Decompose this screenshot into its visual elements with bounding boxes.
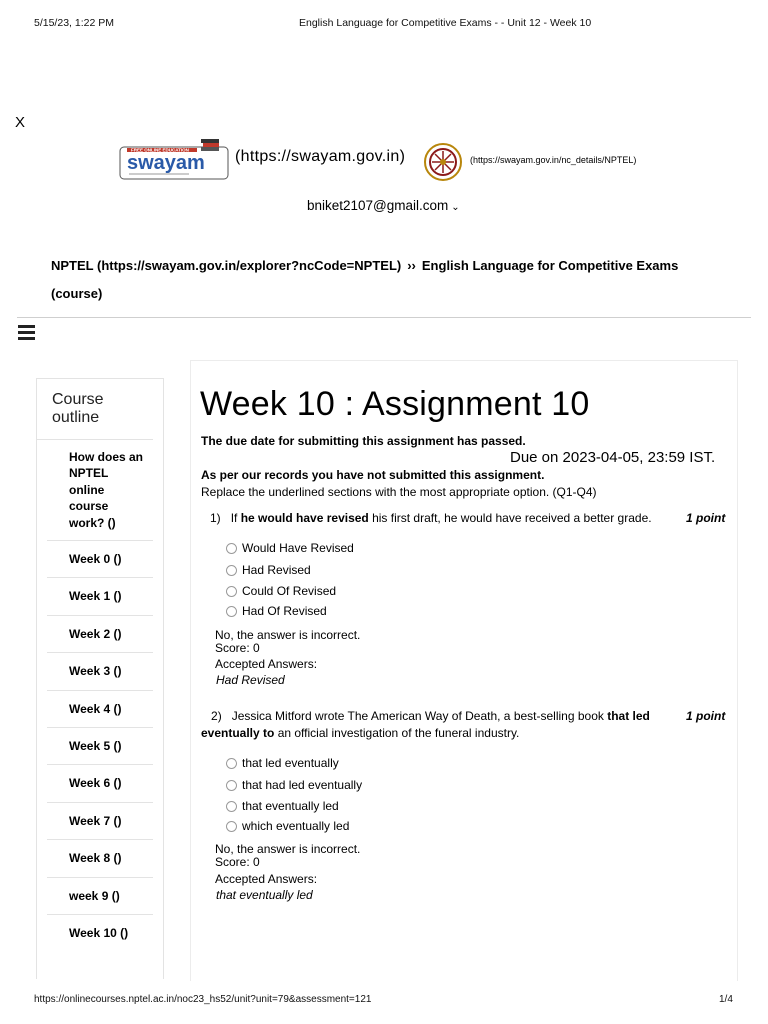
sidebar-item-week-10[interactable]: Week 10 () [69, 926, 129, 941]
swayam-logo[interactable] [119, 138, 231, 182]
sidebar-item-week-2[interactable]: Week 2 () [47, 616, 153, 653]
radio-icon[interactable] [226, 586, 237, 597]
sidebar-item-week-1[interactable]: Week 1 () [47, 578, 153, 615]
sidebar-item-week-6[interactable]: Week 6 () [47, 765, 153, 802]
due-passed-notice: The due date for submitting this assignment has passed. [201, 434, 526, 448]
header-divider [17, 317, 751, 318]
question-1 [210, 510, 652, 527]
score: Score: 0 [215, 641, 260, 655]
radio-icon[interactable] [226, 801, 237, 812]
sidebar-item-week-4[interactable]: Week 4 () [47, 691, 153, 728]
radio-icon[interactable] [226, 821, 237, 832]
chevron-down-icon: ⌄ [451, 202, 460, 213]
option-label: Had Revised [242, 563, 311, 577]
sidebar-item-week-7[interactable]: Week 7 () [47, 803, 153, 840]
question-text: an official investigation of the funeral industry. [274, 726, 520, 740]
swayam-wordmark: swayam [127, 152, 205, 174]
accepted-label: Accepted Answers: [215, 657, 318, 671]
accepted-answer: that eventually led [216, 888, 313, 902]
page-title: Week 10 : Assignment 10 [200, 385, 590, 423]
option-radio[interactable] [226, 541, 354, 555]
score: Score: 0 [215, 855, 260, 869]
menu-icon[interactable] [18, 325, 35, 339]
radio-icon[interactable] [226, 543, 237, 554]
print-url: https://onlinecourses.nptel.ac.in/noc23_hs52/unit?unit=79&assessment=121 [34, 994, 372, 1005]
nptel-link[interactable]: (https://swayam.gov.in/nc_details/NPTEL) [470, 155, 637, 165]
question-number: 1) [210, 511, 221, 525]
sidebar-item-week-0[interactable]: Week 0 () [47, 541, 153, 578]
print-page-number: 1/4 [719, 994, 733, 1005]
sidebar-item-week-3[interactable]: Week 3 () [47, 653, 153, 690]
accepted-answer: Had Revised [216, 673, 285, 687]
option-label: which eventually led [242, 819, 350, 833]
breadcrumb [51, 252, 731, 308]
option-radio[interactable] [226, 778, 362, 792]
breadcrumb-nptel-link[interactable]: NPTEL (https://swayam.gov.in/explorer?ncCode=NPTEL) [51, 258, 402, 273]
option-label: Would Have Revised [242, 541, 354, 555]
radio-icon[interactable] [226, 565, 237, 576]
question-number: 2) [211, 709, 222, 723]
not-submitted-notice: As per our records you have not submitted this assignment. [201, 468, 545, 482]
feedback-text: No, the answer is incorrect. [215, 628, 361, 642]
option-radio[interactable] [226, 584, 336, 598]
question-text: If [230, 511, 241, 525]
question-text: his first draft, he would have received a better grade. [368, 511, 652, 525]
breadcrumb-course: English Language for Competitive Exams [421, 258, 679, 273]
instructions: Replace the underlined sections with the most appropriate option. (Q1-Q4) [201, 485, 597, 499]
accepted-label: Accepted Answers: [215, 872, 318, 886]
feedback [215, 843, 360, 869]
sidebar-item-week-9[interactable]: week 9 () [47, 878, 153, 915]
option-label: that led eventually [242, 756, 339, 770]
question-points: 1 point [686, 511, 726, 525]
sidebar-title: Course outline [37, 379, 153, 440]
sidebar-item-how-it-works[interactable]: How does an NPTEL online course work? () [47, 440, 153, 541]
sidebar-item-week-5[interactable]: Week 5 () [47, 728, 153, 765]
close-icon[interactable]: X [15, 114, 26, 131]
radio-icon[interactable] [226, 758, 237, 769]
due-date: Due on 2023-04-05, 23:59 IST. [510, 449, 716, 466]
course-outline-sidebar [36, 378, 164, 979]
radio-icon[interactable] [226, 780, 237, 791]
feedback-text: No, the answer is incorrect. [215, 842, 361, 856]
sidebar-item-week-8[interactable]: Week 8 () [47, 840, 153, 877]
swayam-link[interactable]: (https://swayam.gov.in) [235, 148, 406, 165]
question-highlight: eventually to [201, 726, 275, 740]
breadcrumb-separator: ›› [407, 258, 416, 273]
option-radio[interactable] [226, 604, 327, 618]
option-radio[interactable] [226, 799, 339, 813]
option-label: that had led eventually [242, 778, 363, 792]
breadcrumb-suffix: (course) [51, 286, 103, 301]
feedback [215, 629, 360, 655]
option-label: Could Of Revised [242, 584, 337, 598]
question-highlight: that led [607, 709, 650, 723]
user-email: bniket2107@gmail.com [307, 198, 449, 213]
nptel-logo[interactable] [423, 142, 463, 182]
radio-icon[interactable] [226, 606, 237, 617]
swayam-tagline: FREE ONLINE EDUCATION [131, 147, 189, 153]
question-text: Jessica Mitford wrote The American Way of Death, a best-selling book [231, 709, 608, 723]
question-points: 1 point [686, 709, 726, 723]
user-menu[interactable] [307, 198, 460, 213]
option-radio[interactable] [226, 819, 349, 833]
option-label: Had Of Revised [242, 604, 327, 618]
print-datetime: 5/15/23, 1:22 PM [34, 17, 114, 29]
option-radio[interactable] [226, 563, 311, 577]
question-highlight: he would have revised [240, 511, 369, 525]
option-label: that eventually led [242, 799, 339, 813]
print-page-title: English Language for Competitive Exams - - Unit 12 - Week 10 [299, 17, 592, 29]
question-2 [201, 708, 661, 742]
option-radio[interactable] [226, 756, 339, 770]
